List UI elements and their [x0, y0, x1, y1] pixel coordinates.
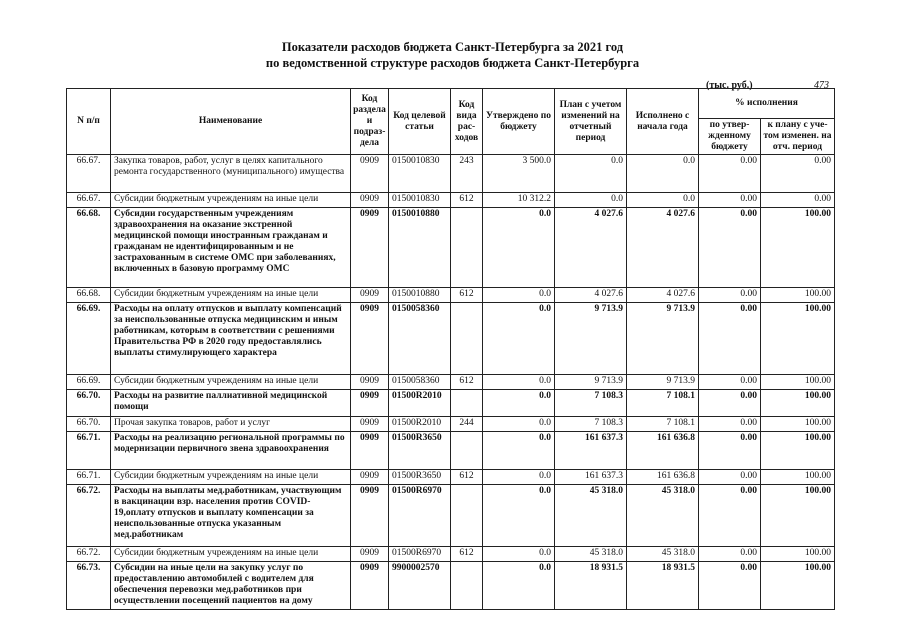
cell-name: Расходы на развитие паллиативной медицинской помощи: [111, 390, 351, 417]
cell-plan: 9 713.9: [555, 303, 627, 375]
cell-approved: 0.0: [483, 432, 555, 470]
cell-done: 161 636.8: [627, 470, 699, 485]
cell-section: 0909: [351, 303, 389, 375]
cell-plan: 18 931.5: [555, 562, 627, 610]
header-percent: % исполнения: [699, 89, 835, 119]
cell-type: [451, 485, 483, 547]
cell-approved: 10 312.2: [483, 193, 555, 208]
cell-approved: 0.0: [483, 375, 555, 390]
cell-done: 7 108.1: [627, 390, 699, 417]
header-type: Код вида рас-ходов: [451, 89, 483, 155]
table-row: [67, 303, 835, 375]
cell-pct-plan: 100.00: [761, 375, 835, 390]
cell-n: 66.69.: [67, 303, 111, 375]
cell-type: [451, 303, 483, 375]
cell-pct-budget: 0.00: [699, 390, 761, 417]
table-row: [67, 547, 835, 562]
cell-type: [451, 432, 483, 470]
cell-pct-budget: 0.00: [699, 470, 761, 485]
cell-target: 9900002570: [389, 562, 451, 610]
table-row: [67, 288, 835, 303]
cell-n: 66.72.: [67, 547, 111, 562]
cell-n: 66.68.: [67, 288, 111, 303]
cell-pct-plan: 100.00: [761, 562, 835, 610]
cell-section: 0909: [351, 375, 389, 390]
table-row: [67, 155, 835, 193]
cell-pct-budget: 0.00: [699, 562, 761, 610]
cell-plan: 45 318.0: [555, 547, 627, 562]
cell-section: 0909: [351, 155, 389, 193]
cell-pct-plan: 0.00: [761, 193, 835, 208]
cell-name: Субсидии бюджетным учреждениям на иные цели: [111, 375, 351, 390]
cell-section: 0909: [351, 485, 389, 547]
cell-target: 01500R2010: [389, 390, 451, 417]
cell-pct-budget: 0.00: [699, 375, 761, 390]
cell-pct-plan: 100.00: [761, 470, 835, 485]
cell-plan: 7 108.3: [555, 390, 627, 417]
cell-pct-plan: 100.00: [761, 417, 835, 432]
cell-type: 612: [451, 288, 483, 303]
cell-done: 45 318.0: [627, 547, 699, 562]
cell-approved: 0.0: [483, 303, 555, 375]
cell-target: 01500R3650: [389, 432, 451, 470]
cell-section: 0909: [351, 470, 389, 485]
cell-target: 0150010880: [389, 208, 451, 288]
cell-name: Субсидии бюджетным учреждениям на иные цели: [111, 288, 351, 303]
cell-approved: 0.0: [483, 485, 555, 547]
cell-pct-plan: 100.00: [761, 288, 835, 303]
cell-pct-budget: 0.00: [699, 155, 761, 193]
header-pct-plan: к плану с уче-том изменен. на отч. период: [761, 119, 835, 155]
cell-done: 9 713.9: [627, 375, 699, 390]
table-body: [67, 155, 835, 610]
page-number: 473: [814, 80, 829, 91]
cell-target: 0150010830: [389, 193, 451, 208]
table-row: [67, 375, 835, 390]
cell-type: 244: [451, 417, 483, 432]
header-approved: Утверждено по бюджету: [483, 89, 555, 155]
cell-n: 66.68.: [67, 208, 111, 288]
cell-name: Субсидии бюджетным учреждениям на иные цели: [111, 470, 351, 485]
cell-section: 0909: [351, 390, 389, 417]
cell-done: 0.0: [627, 155, 699, 193]
cell-pct-budget: 0.00: [699, 547, 761, 562]
cell-type: [451, 390, 483, 417]
cell-target: 0150058360: [389, 303, 451, 375]
cell-type: [451, 562, 483, 610]
cell-pct-budget: 0.00: [699, 193, 761, 208]
header-n: N п/п: [67, 89, 111, 155]
cell-name: Расходы на выплаты мед.работникам, участвующим в вакцинации взр. населения против COVID-19,оплату отпусков и выплату компенсации за неиспользованные отпуска указанным мед.работникам: [111, 485, 351, 547]
cell-pct-budget: 0.00: [699, 288, 761, 303]
cell-section: 0909: [351, 193, 389, 208]
cell-pct-budget: 0.00: [699, 417, 761, 432]
cell-type: 612: [451, 470, 483, 485]
table-row: [67, 193, 835, 208]
cell-pct-budget: 0.00: [699, 303, 761, 375]
cell-pct-plan: 100.00: [761, 485, 835, 547]
cell-done: 9 713.9: [627, 303, 699, 375]
header-name: Наименование: [111, 89, 351, 155]
header-plan: План с учетом изменений на отчетный период: [555, 89, 627, 155]
cell-done: 161 636.8: [627, 432, 699, 470]
cell-section: 0909: [351, 432, 389, 470]
cell-approved: 0.0: [483, 390, 555, 417]
cell-approved: 0.0: [483, 417, 555, 432]
cell-n: 66.72.: [67, 485, 111, 547]
cell-section: 0909: [351, 562, 389, 610]
cell-plan: 161 637.3: [555, 470, 627, 485]
report-title-line2: по ведомственной структуре расходов бюджета Санкт-Петербурга: [265, 56, 640, 70]
cell-type: 612: [451, 375, 483, 390]
cell-name: Расходы на оплату отпусков и выплату компенсаций за неиспользованные отпуска медицинским и иным работникам, которым в соответствии с решениями Правительства РФ в 2020 году предоставлялись выплаты стимулирующего характера: [111, 303, 351, 375]
cell-approved: 3 500.0: [483, 155, 555, 193]
cell-plan: 4 027.6: [555, 208, 627, 288]
table-row: [67, 562, 835, 610]
cell-approved: 0.0: [483, 547, 555, 562]
cell-approved: 0.0: [483, 562, 555, 610]
cell-pct-plan: 100.00: [761, 547, 835, 562]
cell-approved: 0.0: [483, 470, 555, 485]
cell-name: Субсидии на иные цели на закупку услуг по предоставлению автомобилей с водителем для обеспечения перевозки мед.работников при осуществлении посещений пациентов на дому: [111, 562, 351, 610]
cell-plan: 9 713.9: [555, 375, 627, 390]
expense-table: [66, 88, 835, 610]
cell-approved: 0.0: [483, 208, 555, 288]
header-target: Код целевой статьи: [389, 89, 451, 155]
header-section: Код раздела и подраз-дела: [351, 89, 389, 155]
cell-n: 66.67.: [67, 193, 111, 208]
cell-done: 18 931.5: [627, 562, 699, 610]
cell-plan: 161 637.3: [555, 432, 627, 470]
header-pct-budget: по утвер-жденному бюджету: [699, 119, 761, 155]
cell-pct-plan: 0.00: [761, 155, 835, 193]
cell-plan: 7 108.3: [555, 417, 627, 432]
table-row: [67, 390, 835, 417]
cell-type: 612: [451, 547, 483, 562]
cell-pct-plan: 100.00: [761, 390, 835, 417]
cell-target: 01500R2010: [389, 417, 451, 432]
cell-name: Расходы на реализацию региональной программы по модернизации первичного звена здравоохранения: [111, 432, 351, 470]
cell-target: 0150058360: [389, 375, 451, 390]
cell-n: 66.73.: [67, 562, 111, 610]
cell-n: 66.67.: [67, 155, 111, 193]
cell-pct-budget: 0.00: [699, 485, 761, 547]
units-label: (тыс. руб.): [706, 80, 753, 91]
cell-name: Субсидии бюджетным учреждениям на иные цели: [111, 193, 351, 208]
cell-done: 45 318.0: [627, 485, 699, 547]
report-title-line1: Показатели расходов бюджета Санкт-Петербурга за 2021 год: [281, 40, 624, 54]
cell-name: Субсидии государственным учреждениям здравоохранения на оказание экстренной медицинской помощи иностранным гражданам и гражданам не идентифицированным и не застрахованным в системе ОМС при заболеваниях, включенных в базовую программу ОМС: [111, 208, 351, 288]
cell-n: 66.69.: [67, 375, 111, 390]
cell-pct-budget: 0.00: [699, 208, 761, 288]
cell-name: Субсидии бюджетным учреждениям на иные цели: [111, 547, 351, 562]
cell-plan: 0.0: [555, 155, 627, 193]
table-row: [67, 432, 835, 470]
cell-name: Прочая закупка товаров, работ и услуг: [111, 417, 351, 432]
cell-target: 0150010830: [389, 155, 451, 193]
cell-plan: 45 318.0: [555, 485, 627, 547]
cell-name: Закупка товаров, работ, услуг в целях капитального ремонта государственного (муниципального) имущества: [111, 155, 351, 193]
cell-target: 0150010880: [389, 288, 451, 303]
cell-pct-plan: 100.00: [761, 208, 835, 288]
cell-pct-plan: 100.00: [761, 432, 835, 470]
cell-pct-plan: 100.00: [761, 303, 835, 375]
cell-target: 01500R6970: [389, 485, 451, 547]
table-row: [67, 485, 835, 547]
table-row: [67, 417, 835, 432]
cell-type: 612: [451, 193, 483, 208]
cell-done: 4 027.6: [627, 208, 699, 288]
header-done: Исполнено с начала года: [627, 89, 699, 155]
cell-type: 243: [451, 155, 483, 193]
cell-pct-budget: 0.00: [699, 432, 761, 470]
cell-section: 0909: [351, 208, 389, 288]
cell-n: 66.71.: [67, 470, 111, 485]
table-row: [67, 208, 835, 288]
cell-target: 01500R3650: [389, 470, 451, 485]
cell-plan: 4 027.6: [555, 288, 627, 303]
cell-done: 7 108.1: [627, 417, 699, 432]
cell-section: 0909: [351, 417, 389, 432]
cell-section: 0909: [351, 547, 389, 562]
cell-n: 66.71.: [67, 432, 111, 470]
cell-n: 66.70.: [67, 417, 111, 432]
table-row: [67, 470, 835, 485]
cell-done: 4 027.6: [627, 288, 699, 303]
cell-plan: 0.0: [555, 193, 627, 208]
cell-type: [451, 208, 483, 288]
cell-section: 0909: [351, 288, 389, 303]
cell-done: 0.0: [627, 193, 699, 208]
cell-n: 66.70.: [67, 390, 111, 417]
cell-approved: 0.0: [483, 288, 555, 303]
cell-target: 01500R6970: [389, 547, 451, 562]
